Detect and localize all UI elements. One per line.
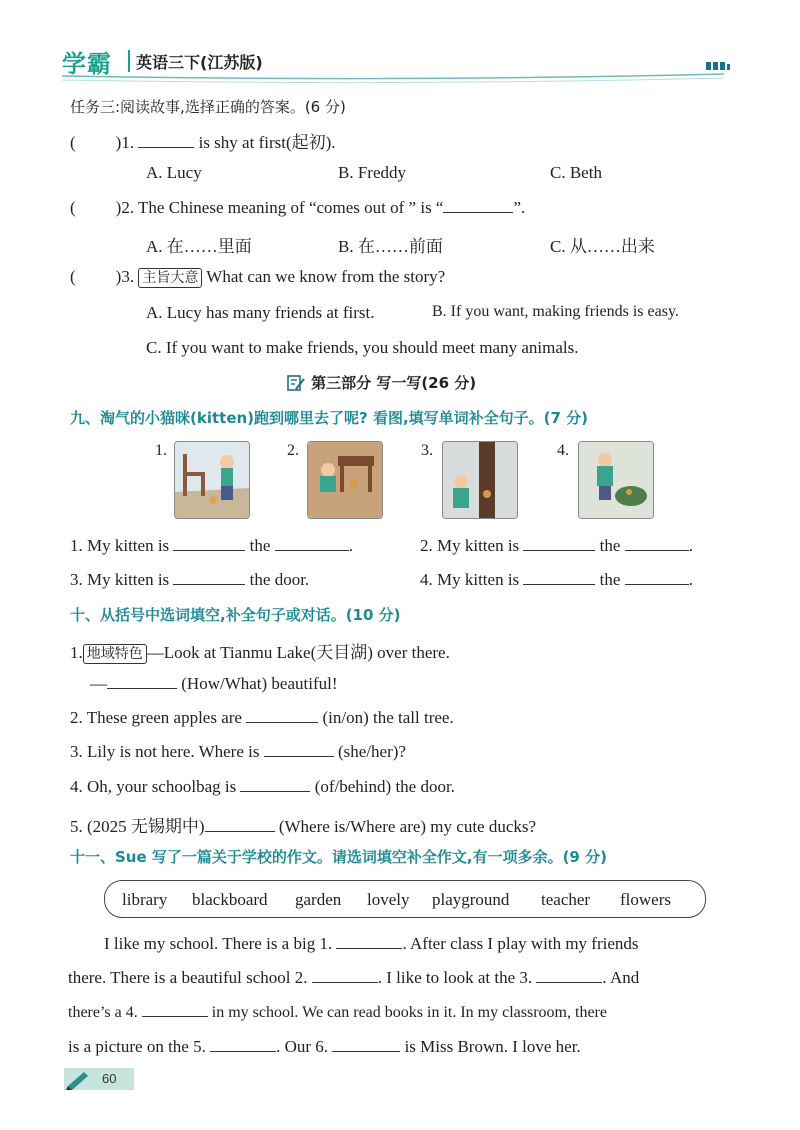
answer-blank[interactable]	[443, 198, 513, 213]
answer-blank[interactable]	[536, 968, 602, 983]
word-bank-item: teacher	[541, 890, 591, 909]
section9-title: 九、淘气的小猫咪(kitten)跑到哪里去了呢? 看图,填写单词补全句子。(7 分)	[70, 409, 589, 427]
task3-q3-option-b[interactable]: B. If you want, making friends is easy.	[432, 303, 679, 320]
section10-q5: 5. (2025 无锡期中) (Where is/Where are) my cute ducks?	[70, 817, 537, 836]
pic-number-1: 1.	[155, 442, 167, 459]
task3-q2-option-c[interactable]: C. 从……出来	[550, 237, 655, 256]
answer-blank[interactable]	[138, 133, 194, 148]
section11-title: 十一、Sue 写了一篇关于学校的作文。请选词填空补全作文,有一项多余。(9 分)	[70, 848, 607, 866]
answer-blank[interactable]	[246, 708, 318, 723]
task3-q3-option-c[interactable]: C. If you want to make friends, you should meet many animals.	[146, 338, 579, 357]
pic-number-3: 3.	[421, 442, 433, 459]
page-number: 60	[102, 1071, 117, 1086]
book-title: 英语三下(江苏版)	[136, 53, 263, 72]
answer-blank[interactable]	[625, 570, 689, 585]
essay-line-4: is a picture on the 5. . Our 6. is Miss Brown. I love her.	[68, 1037, 581, 1056]
task3-title: 任务三:阅读故事,选择正确的答案。(6 分)	[70, 98, 346, 116]
answer-blank[interactable]	[107, 674, 177, 689]
section10-q2: 2. These green apples are (in/on) the tall tree.	[70, 708, 454, 727]
tag-regional: 地域特色	[83, 644, 147, 664]
section9-sentence-1: 1. My kitten is the .	[70, 536, 353, 555]
pic-number-2: 2.	[287, 442, 299, 459]
task3-q3-option-a[interactable]: A. Lucy has many friends at first.	[146, 303, 375, 322]
picture-kitten-under-desk	[307, 441, 383, 519]
answer-blank[interactable]	[173, 570, 245, 585]
section10-q4: 4. Oh, your schoolbag is (of/behind) the door.	[70, 777, 455, 796]
answer-blank[interactable]	[625, 536, 689, 551]
section9-sentence-3: 3. My kitten is the door.	[70, 570, 310, 589]
word-bank-item: blackboard	[192, 890, 268, 909]
task3-q1-option-a[interactable]: A. Lucy	[146, 163, 202, 182]
essay-line-3: there’s a 4. in my school. We can read books in it. In my classroom, there	[68, 1004, 607, 1021]
answer-blank[interactable]	[275, 536, 349, 551]
header-bars-icon	[706, 58, 736, 72]
part3-heading	[286, 372, 476, 393]
section10-q3: 3. Lily is not here. Where is (she/her)?	[70, 742, 406, 761]
footer	[64, 1068, 134, 1090]
answer-blank[interactable]	[205, 817, 275, 832]
task3-q1: ( )1. is shy at first(起初).	[70, 133, 336, 152]
picture-kitten-in-bag	[578, 441, 654, 519]
section9-sentence-4: 4. My kitten is the .	[420, 570, 693, 589]
picture-kitten-behind-door	[442, 441, 518, 519]
pencil-note-icon	[286, 373, 306, 393]
task3-q3: ( )3. 主旨大意 What can we know from the story?	[70, 267, 446, 286]
answer-blank[interactable]	[264, 742, 334, 757]
answer-blank[interactable]	[240, 777, 310, 792]
tag-main-idea: 主旨大意	[138, 268, 202, 288]
section10-q1-reply: — (How/What) beautiful!	[90, 674, 338, 693]
picture-kitten-under-chair	[174, 441, 250, 519]
answer-blank[interactable]	[336, 934, 402, 949]
pencil-icon	[64, 1068, 90, 1090]
word-bank-item: playground	[432, 890, 510, 909]
essay-line-1: I like my school. There is a big 1. . After class I play with my friends	[104, 934, 639, 953]
logo-text: 学霸	[62, 50, 112, 78]
section10-title: 十、从括号中选词填空,补全句子或对话。(10 分)	[70, 606, 401, 624]
answer-blank[interactable]	[210, 1037, 276, 1052]
word-bank-item: garden	[295, 890, 342, 909]
answer-blank[interactable]	[523, 536, 595, 551]
section9-sentence-2: 2. My kitten is the .	[420, 536, 693, 555]
word-bank-item: library	[122, 890, 168, 909]
essay-line-2: there. There is a beautiful school 2. . I like to look at the 3. . And	[68, 968, 640, 987]
answer-blank[interactable]	[142, 1002, 208, 1017]
answer-blank[interactable]	[332, 1037, 400, 1052]
pic-number-4: 4.	[557, 442, 569, 459]
answer-blank[interactable]	[312, 968, 378, 983]
answer-blank[interactable]	[523, 570, 595, 585]
word-bank-item: lovely	[367, 890, 410, 909]
task3-q1-option-c[interactable]: C. Beth	[550, 163, 602, 182]
section10-q1: 1. 地域特色 —Look at Tianmu Lake(天目湖) over there.	[70, 643, 450, 662]
answer-blank[interactable]	[173, 536, 245, 551]
task3-q2: ( )2. The Chinese meaning of “comes out of ” is “ ”.	[70, 198, 526, 217]
part3-title: 第三部分 写一写(26 分)	[311, 374, 477, 392]
word-bank-item: flowers	[620, 890, 671, 909]
task3-q2-option-a[interactable]: A. 在……里面	[146, 237, 252, 256]
task3-q2-option-b[interactable]: B. 在……前面	[338, 237, 443, 256]
task3-q1-option-b[interactable]: B. Freddy	[338, 163, 406, 182]
header-rule	[60, 66, 740, 92]
